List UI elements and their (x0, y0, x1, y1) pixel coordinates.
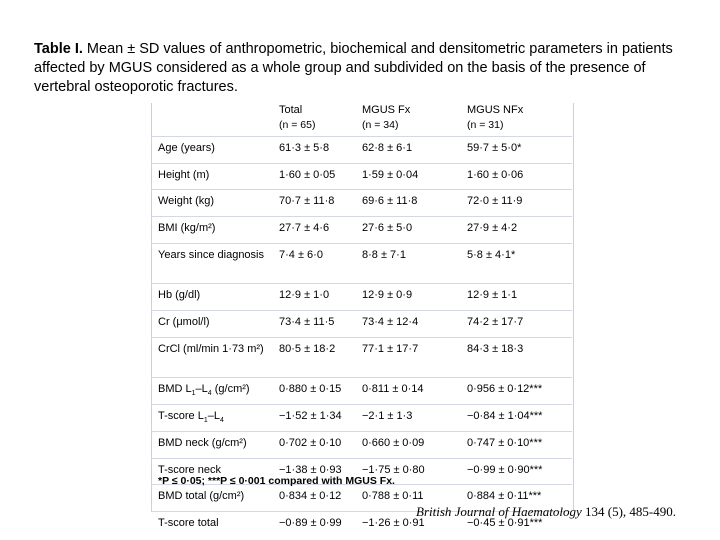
cell-total: 1·60 ± 0·05 (272, 164, 355, 190)
header-n: (n = 65) (279, 119, 316, 131)
cell-mgus-fx: 12·9 ± 0·9 (355, 284, 460, 311)
cell-total: 0·702 ± 0·10 (272, 432, 355, 459)
data-table (151, 103, 572, 538)
header-cell-mgus-fx (355, 103, 460, 137)
header-cell-mgus-nfx (460, 103, 572, 137)
header-n: (n = 34) (362, 119, 399, 131)
table-row (151, 405, 572, 432)
header-row (151, 103, 572, 137)
cell-total: 73·4 ± 11·5 (272, 311, 355, 338)
cell-total: 70·7 ± 11·8 (272, 190, 355, 217)
table-row (151, 244, 572, 284)
cell-total: 80·5 ± 18·2 (272, 338, 355, 378)
table-row (151, 217, 572, 244)
header-name: Total (279, 104, 303, 116)
row-label: CrCl (ml/min 1·73 m²) (151, 338, 272, 378)
cell-mgus-fx: 73·4 ± 12·4 (355, 311, 460, 338)
cell-mgus-nfx: 0·956 ± 0·12*** (460, 378, 572, 405)
cell-mgus-nfx: 74·2 ± 17·7 (460, 311, 572, 338)
cell-mgus-nfx: −0·45 ± 0·91*** (460, 512, 572, 539)
row-label: Height (m) (151, 164, 272, 190)
cell-mgus-fx: 77·1 ± 17·7 (355, 338, 460, 378)
row-label: Cr (μmol/l) (151, 311, 272, 338)
table-row (151, 432, 572, 459)
cell-total: 12·9 ± 1·0 (272, 284, 355, 311)
citation (416, 504, 676, 520)
cell-mgus-nfx: 0·884 ± 0·11*** (460, 485, 572, 512)
cell-mgus-nfx: 27·9 ± 4·2 (460, 217, 572, 244)
cell-mgus-nfx: 72·0 ± 11·9 (460, 190, 572, 217)
cell-mgus-fx: 8·8 ± 7·1 (355, 244, 460, 284)
cell-total: 61·3 ± 5·8 (272, 137, 355, 164)
cell-total: −0·89 ± 0·99 (272, 512, 355, 539)
table-row (151, 137, 572, 164)
row-label: Years since diagnosis (151, 244, 272, 284)
row-label: BMD $L_1-L_4$ (g/cm²) (151, 378, 272, 405)
cell-mgus-nfx: −0·99 ± 0·90*** (460, 459, 572, 485)
cell-total: 27·7 ± 4·6 (272, 217, 355, 244)
cell-total: 0·880 ± 0·15 (272, 378, 355, 405)
cell-mgus-fx: 62·8 ± 6·1 (355, 137, 460, 164)
cell-total: −1·52 ± 1·34 (272, 405, 355, 432)
cell-mgus-fx: 0·788 ± 0·11 (355, 485, 460, 512)
cell-mgus-nfx: 0·747 ± 0·10*** (460, 432, 572, 459)
citation-journal: British Journal of Haematology (416, 504, 582, 519)
table-footnote: *P ≤ 0·05; ***P ≤ 0·001 compared with MGUS Fx. (158, 475, 395, 487)
cell-total: 7·4 ± 6·0 (272, 244, 355, 284)
header-n: (n = 31) (467, 119, 504, 131)
cell-mgus-fx: 1·59 ± 0·04 (355, 164, 460, 190)
cell-mgus-fx: 27·6 ± 5·0 (355, 217, 460, 244)
table-row (151, 378, 572, 405)
cell-mgus-nfx: 1·60 ± 0·06 (460, 164, 572, 190)
row-label: Age (years) (151, 137, 272, 164)
header-name: MGUS Fx (362, 104, 411, 116)
cell-mgus-nfx: 84·3 ± 18·3 (460, 338, 572, 378)
row-label: BMD neck (g/cm²) (151, 432, 272, 459)
cell-mgus-fx: −1·26 ± 0·91 (355, 512, 460, 539)
row-label: BMI (kg/m²) (151, 217, 272, 244)
row-label: T-score $L_1-L_4$ (151, 405, 272, 432)
cell-total: −1·38 ± 0·93 (272, 459, 355, 485)
cell-mgus-nfx: 59·7 ± 5·0* (460, 137, 572, 164)
caption-text: Mean ± SD values of anthropometric, biochemical and densitometric parameters in patients affected by MGUS considered as a whole group and subdivided on the basis of the presence of vertebral osteoporotic fractures. (34, 41, 673, 95)
cell-mgus-nfx: 12·9 ± 1·1 (460, 284, 572, 311)
row-label: Hb (g/dl) (151, 284, 272, 311)
row-label: T-score neck (151, 459, 272, 485)
row-label: T-score total (151, 512, 272, 539)
cell-mgus-nfx: −0·84 ± 1·04*** (460, 405, 572, 432)
table-caption (34, 40, 694, 97)
header-cell-total (272, 103, 355, 137)
cell-mgus-fx: 0·811 ± 0·14 (355, 378, 460, 405)
table-row (151, 190, 572, 217)
header-cell-blank (151, 103, 272, 137)
cell-mgus-fx: −1·75 ± 0·80 (355, 459, 460, 485)
caption-lead: Table I. (34, 41, 83, 57)
table-row (151, 164, 572, 190)
header-name: MGUS NFx (467, 104, 524, 116)
cell-mgus-fx: 0·660 ± 0·09 (355, 432, 460, 459)
citation-details: 134 (5), 485-490. (585, 504, 676, 519)
row-label: Weight (kg) (151, 190, 272, 217)
row-label: BMD total (g/cm²) (151, 485, 272, 512)
cell-mgus-fx: 69·6 ± 11·8 (355, 190, 460, 217)
table-row (151, 311, 572, 338)
cell-mgus-nfx: 5·8 ± 4·1* (460, 244, 572, 284)
cell-total: 0·834 ± 0·12 (272, 485, 355, 512)
table-row (151, 284, 572, 311)
cell-mgus-fx: −2·1 ± 1·3 (355, 405, 460, 432)
table-row (151, 338, 572, 378)
